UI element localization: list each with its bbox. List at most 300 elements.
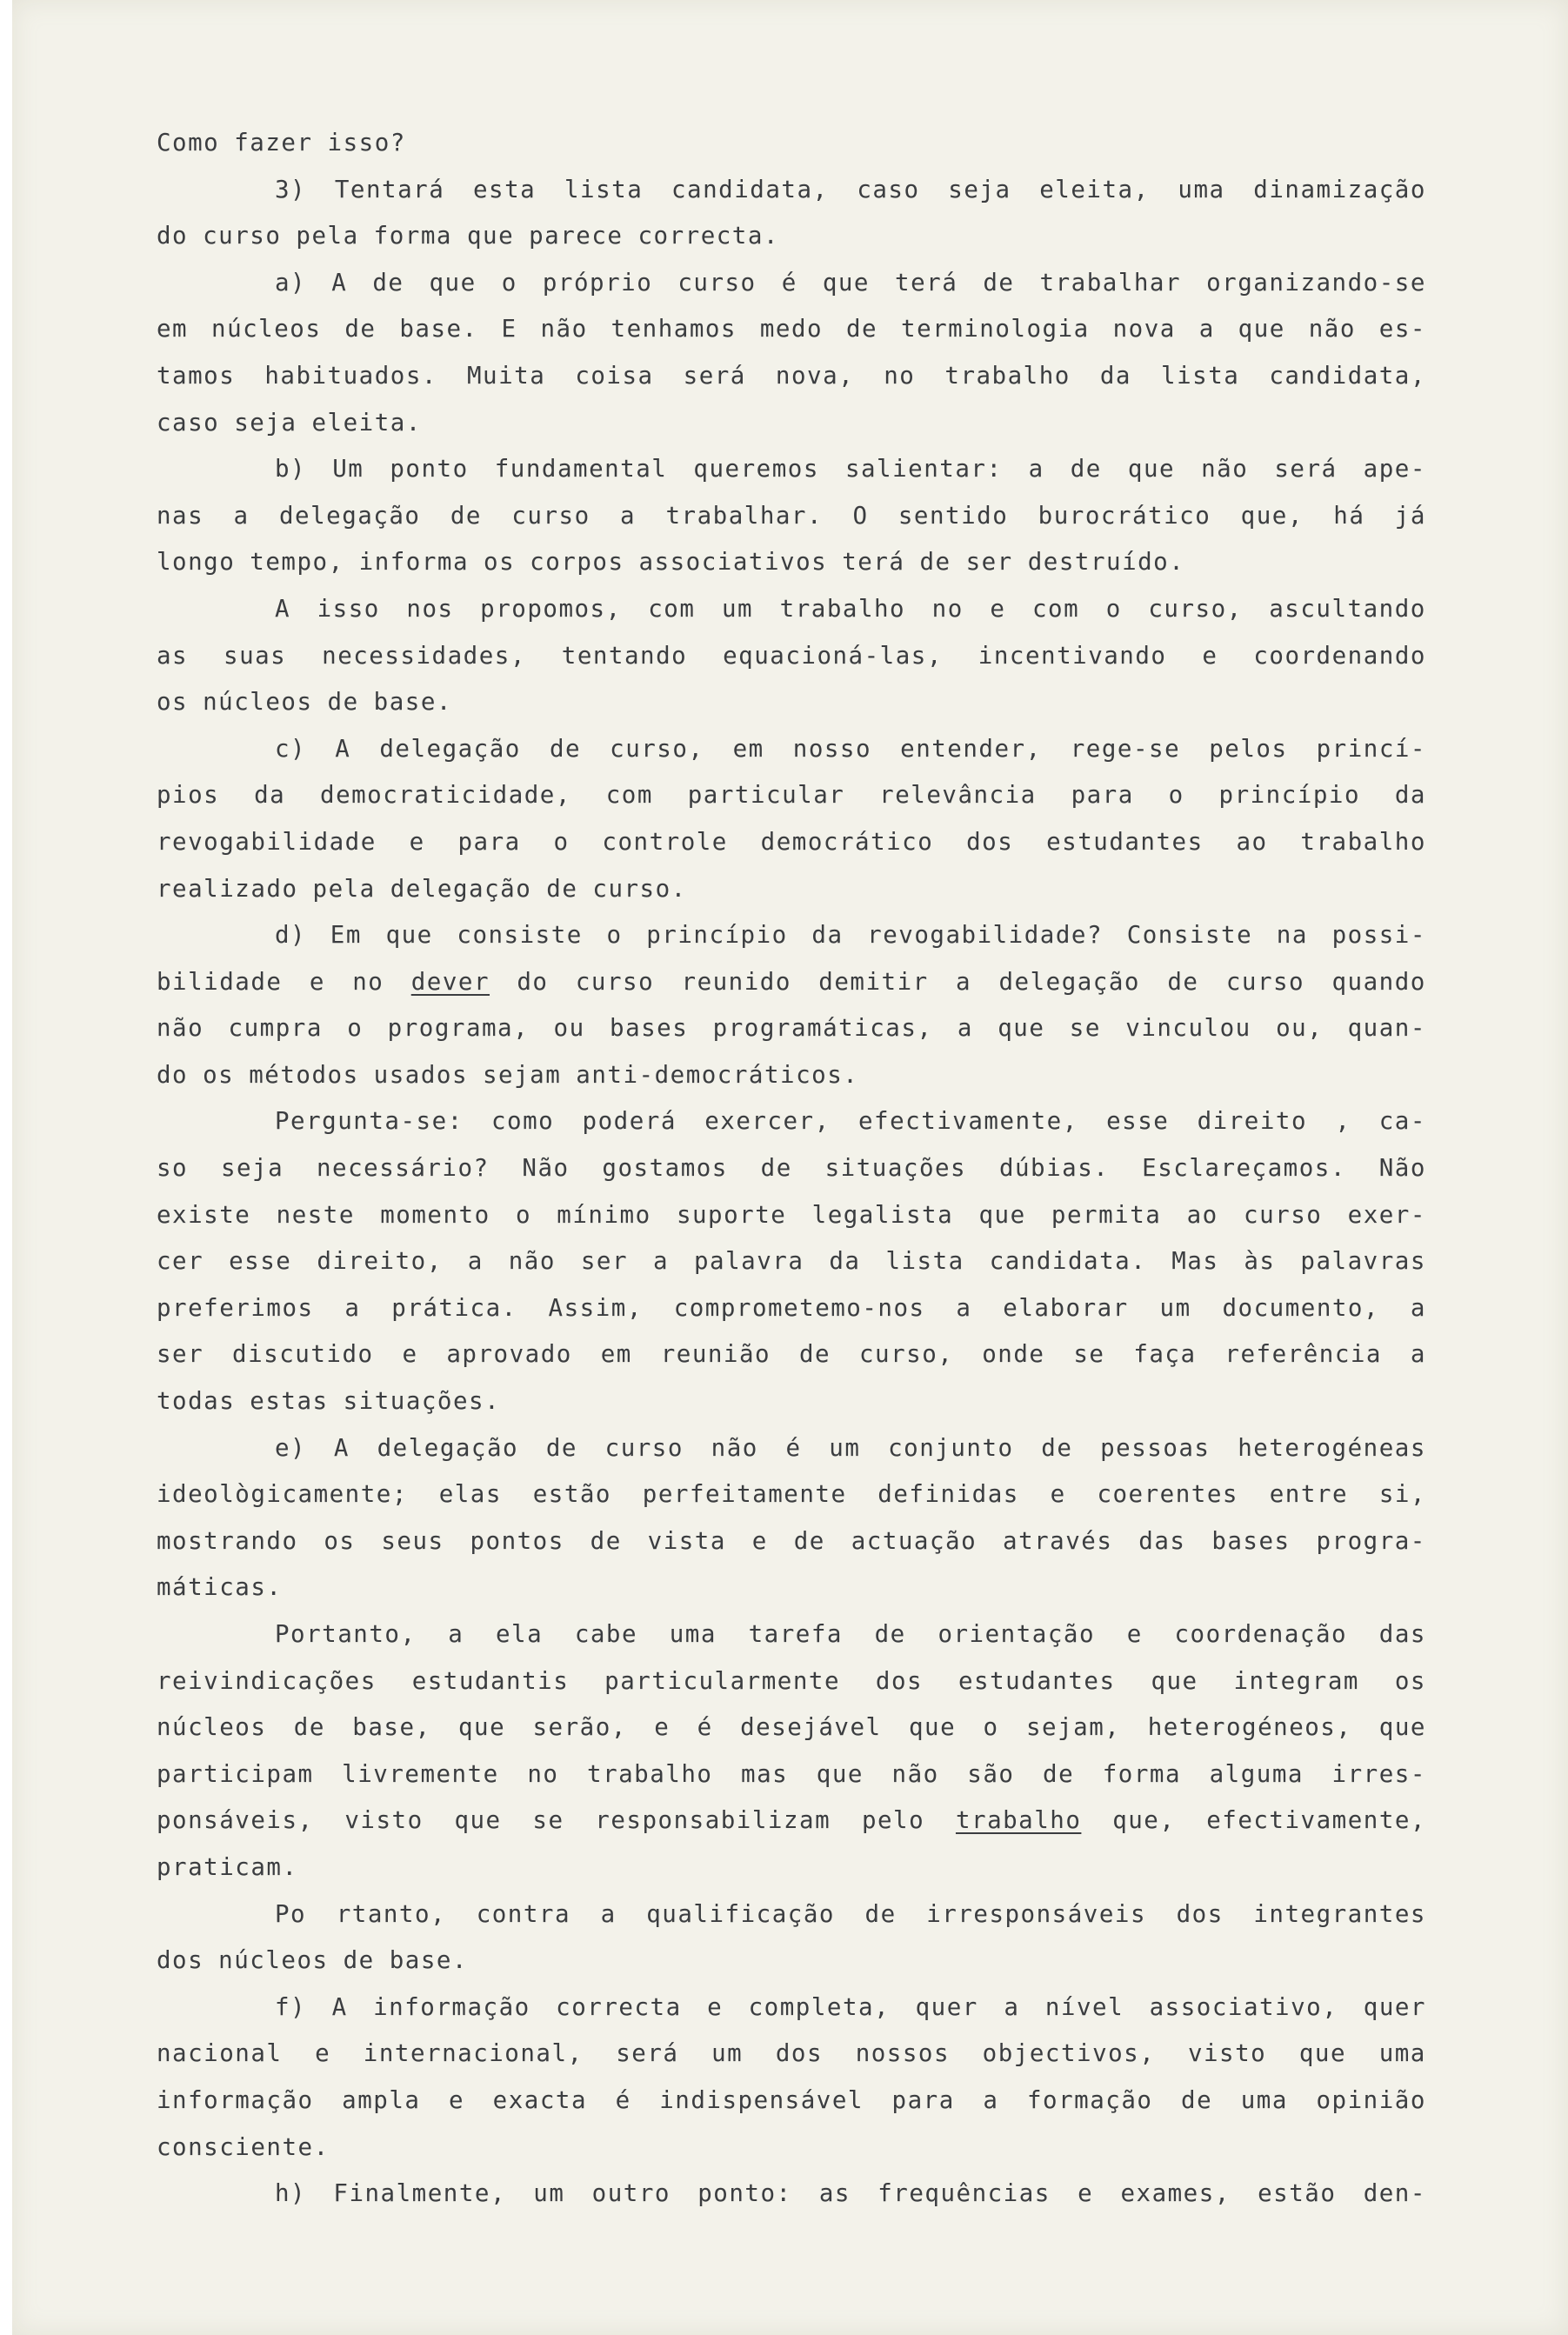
word: elas	[438, 1480, 502, 1509]
text-line	[157, 260, 1426, 307]
text-line	[157, 586, 1426, 633]
paper-sheet	[12, 0, 1568, 2335]
word: os	[157, 688, 189, 717]
word: isso	[317, 594, 380, 623]
text-line	[157, 400, 1426, 447]
word: usados	[373, 1060, 468, 1089]
word: seja	[948, 175, 1011, 203]
word: O	[852, 501, 869, 530]
word: curso	[203, 222, 282, 250]
word: destruído.	[1027, 548, 1185, 577]
word: um	[711, 2039, 744, 2068]
word: formação	[1027, 2085, 1153, 2114]
word: direito	[1197, 1107, 1308, 1136]
word: particular	[687, 781, 845, 810]
word: de	[864, 1899, 897, 1928]
word: parece	[529, 222, 624, 250]
word: curso	[511, 501, 591, 530]
word: progra-	[1316, 1526, 1426, 1555]
word: são	[967, 1759, 1015, 1788]
text-line	[157, 1891, 1426, 1938]
word: mas	[741, 1759, 789, 1788]
word: que	[822, 268, 870, 297]
word: associativos	[638, 548, 828, 577]
text-line	[157, 772, 1426, 819]
word: d)	[275, 921, 307, 950]
word: do	[517, 967, 549, 996]
word: coerentes	[1097, 1480, 1238, 1509]
word: Pergunta-se:	[275, 1107, 464, 1136]
word: exacta	[492, 2085, 588, 2114]
word: e	[1078, 2179, 1094, 2208]
word: informação	[373, 1992, 530, 2021]
word: rege-se	[1070, 734, 1181, 763]
word: caso	[857, 175, 920, 203]
word: integrantes	[1253, 1899, 1426, 1928]
word: esse	[229, 1247, 292, 1276]
word: ascultando	[1269, 594, 1426, 623]
word: irres-	[1331, 1759, 1426, 1788]
word: tempo,	[250, 548, 344, 577]
word: Finalmente,	[333, 2179, 507, 2208]
word: suas	[224, 641, 287, 670]
word: ela	[495, 1620, 544, 1648]
word: bases	[1211, 1526, 1291, 1555]
word: de	[546, 874, 578, 903]
word: os	[203, 1060, 235, 1089]
word: corpos	[530, 548, 624, 577]
word: necessário?	[316, 1154, 490, 1183]
word: cer	[157, 1247, 204, 1276]
word: queremos	[693, 455, 819, 484]
text-line	[157, 1751, 1426, 1798]
word: o	[1168, 781, 1184, 810]
text-line	[157, 2125, 1426, 2172]
word: reunião	[660, 1340, 771, 1369]
word: prática.	[391, 1293, 517, 1322]
word: Não	[1378, 1154, 1426, 1183]
word: uma	[1240, 2085, 1288, 2114]
word: a	[620, 501, 637, 530]
word: o	[347, 1014, 364, 1043]
word: pontos	[470, 1526, 564, 1555]
text-line	[157, 306, 1426, 353]
word: ponto	[390, 455, 469, 484]
word: de	[549, 734, 582, 763]
word: de	[545, 1433, 577, 1462]
word: quando	[1331, 967, 1426, 996]
word: de	[1043, 1759, 1075, 1788]
word: de	[1070, 455, 1102, 484]
word: frequências	[877, 2179, 1051, 2208]
word: nova,	[775, 361, 855, 390]
word: consiste	[457, 921, 583, 950]
word: ou,	[1276, 1014, 1324, 1043]
word: a)	[275, 268, 307, 297]
word: máticas.	[157, 1573, 283, 1602]
word: pios	[157, 781, 220, 810]
text-line	[157, 1331, 1426, 1378]
word: reunido	[681, 967, 791, 996]
word: programa,	[387, 1014, 530, 1043]
word: de	[798, 1340, 831, 1369]
word: a	[957, 1014, 973, 1043]
word: que	[908, 1713, 957, 1742]
word: palavras	[1300, 1247, 1426, 1276]
word: o	[515, 1200, 531, 1229]
word: exer-	[1347, 1200, 1426, 1229]
word: coordenando	[1253, 641, 1426, 670]
word: burocrático	[1038, 501, 1211, 530]
word: ao	[1186, 1200, 1218, 1229]
word: relevância	[879, 781, 1037, 810]
word: anti-democráticos.	[576, 1060, 859, 1089]
word: estão	[1258, 2179, 1337, 2208]
word: estudantis	[411, 1666, 570, 1695]
word: não	[540, 315, 588, 344]
word: de	[1167, 967, 1199, 996]
word: es-	[1378, 315, 1426, 344]
text-line	[157, 1098, 1426, 1145]
word: programáticas,	[712, 1014, 933, 1043]
word: que	[978, 1200, 1026, 1229]
word: seja	[234, 408, 297, 437]
word: vinculou	[1125, 1014, 1251, 1043]
word: nos	[406, 594, 454, 623]
word: visto	[1187, 2039, 1267, 2068]
word: longo	[157, 548, 236, 577]
word: efectivamente,	[1206, 1806, 1426, 1835]
word: dos	[157, 1946, 204, 1975]
word: de	[1041, 1433, 1073, 1462]
word: é	[697, 1713, 713, 1742]
text-line	[157, 633, 1426, 680]
word: curso.	[592, 874, 687, 903]
word: tamos	[157, 361, 236, 390]
word: particularmente	[604, 1666, 841, 1695]
word: base.	[389, 1946, 468, 1975]
text-line	[157, 1238, 1426, 1285]
word: sejam	[483, 1060, 562, 1089]
word: não	[157, 1014, 204, 1043]
word: uma	[669, 1620, 717, 1648]
word: curso	[1225, 967, 1305, 996]
word: não	[711, 1433, 758, 1462]
word: de	[846, 315, 878, 344]
word: e	[1202, 641, 1218, 670]
word: bases	[610, 1014, 689, 1043]
word: definidas	[877, 1480, 1019, 1509]
word: não	[891, 1759, 939, 1788]
word: e	[707, 1992, 724, 2021]
word: A	[331, 1992, 348, 2021]
word: A	[333, 1433, 350, 1462]
word: neste	[276, 1200, 355, 1229]
word: visto	[344, 1806, 424, 1835]
word: se	[532, 1806, 564, 1835]
word: das	[1378, 1620, 1426, 1648]
text-line	[157, 912, 1426, 959]
word: discutido	[232, 1340, 374, 1369]
word: será	[616, 2039, 679, 2068]
word: correcta.	[637, 222, 779, 250]
word: pelo	[861, 1806, 925, 1835]
word: efectivamente,	[857, 1107, 1078, 1136]
word: núcleos	[218, 1946, 329, 1975]
word: o	[983, 1713, 999, 1742]
word: em	[600, 1340, 632, 1369]
word: serão,	[532, 1713, 627, 1742]
word: Esclareçamos.	[1142, 1154, 1346, 1183]
word: um	[829, 1433, 861, 1462]
word: a	[467, 1247, 484, 1276]
word: livremente	[342, 1759, 499, 1788]
word: faça	[1133, 1340, 1197, 1369]
word: rtanto,	[336, 1899, 447, 1928]
word: curso,	[610, 734, 704, 763]
word: Assim,	[548, 1293, 643, 1322]
word: entre	[1269, 1480, 1349, 1509]
word: e	[309, 967, 325, 996]
word: núcleos	[211, 315, 322, 344]
word: organizando-se	[1206, 268, 1426, 297]
word: irresponsáveis	[926, 1899, 1147, 1928]
word: ou	[553, 1014, 585, 1043]
word: princípio	[1218, 781, 1361, 810]
word: Consiste	[1126, 921, 1253, 950]
word: gostamos	[602, 1154, 728, 1183]
text-line	[157, 1611, 1426, 1658]
word: dos	[1176, 1899, 1224, 1928]
text-line	[157, 679, 1426, 726]
word: pelos	[1209, 734, 1288, 763]
word: democraticidade,	[320, 781, 571, 810]
word: perfeitamente	[642, 1480, 847, 1509]
word: que	[385, 921, 433, 950]
text-line	[157, 539, 1426, 586]
word: de	[1181, 2085, 1213, 2114]
word: E	[501, 315, 517, 344]
word: tentando	[561, 641, 688, 670]
word: associativo,	[1149, 1992, 1338, 2021]
word: den-	[1363, 2179, 1426, 2208]
word: existe	[157, 1200, 251, 1229]
word: delegação	[278, 501, 421, 530]
word: que	[816, 1759, 864, 1788]
word: no	[527, 1759, 559, 1788]
word: as	[157, 641, 189, 670]
word: trabalho	[1300, 827, 1426, 856]
word: delegação	[390, 874, 532, 903]
word: será	[683, 361, 746, 390]
word: onde	[982, 1340, 1045, 1369]
word: dúbias.	[998, 1154, 1110, 1183]
word: propomos,	[480, 594, 622, 623]
word: base.	[399, 315, 478, 344]
word: os	[1394, 1666, 1426, 1695]
text-line	[157, 1471, 1426, 1518]
word: e	[1126, 1620, 1143, 1648]
word: é	[615, 2085, 631, 2114]
word: ser	[580, 1247, 629, 1276]
word: direito,	[317, 1247, 443, 1276]
word: às	[1244, 1247, 1276, 1276]
word: curso	[1244, 1200, 1323, 1229]
word: situações.	[343, 1387, 501, 1416]
word: heterogéneas	[1238, 1433, 1426, 1462]
word: terá	[842, 548, 905, 577]
word: fazer	[234, 129, 313, 157]
word: não	[1308, 315, 1356, 344]
word: mínimo	[557, 1200, 651, 1229]
word: uma	[1178, 175, 1225, 203]
word: caso	[157, 408, 220, 437]
word: já	[1394, 501, 1426, 530]
word: quer	[915, 1992, 978, 2021]
text-line	[157, 959, 1426, 1006]
word: revogabilidade	[157, 827, 377, 856]
word: bilidade	[157, 967, 283, 996]
word: estudantes	[1046, 827, 1204, 856]
text-line	[157, 726, 1426, 773]
word: do	[157, 1060, 189, 1089]
word: a	[233, 501, 250, 530]
word: Um	[332, 455, 364, 484]
word: 3)	[275, 175, 307, 203]
word: coisa	[575, 361, 654, 390]
word: que	[1238, 315, 1285, 344]
word: participam	[157, 1759, 314, 1788]
word: forma	[1102, 1759, 1182, 1788]
word: Como	[157, 129, 220, 157]
text-line	[157, 167, 1426, 214]
word: completa,	[748, 1992, 891, 2021]
word: a	[983, 2085, 999, 2114]
word: estão	[532, 1480, 611, 1509]
word: sentido	[897, 501, 1009, 530]
word: o	[501, 268, 517, 297]
word: para	[1071, 781, 1134, 810]
text-line	[157, 1985, 1426, 2031]
word: c)	[275, 734, 307, 763]
text-line	[157, 1658, 1426, 1705]
word: aprovado	[446, 1340, 572, 1369]
word: de	[344, 315, 377, 344]
word: pela	[296, 222, 359, 250]
word: curso	[677, 268, 757, 297]
word: a	[956, 1293, 972, 1322]
word: ,	[1335, 1107, 1351, 1136]
word: em	[732, 734, 764, 763]
word: base,	[352, 1713, 431, 1742]
word: nas	[157, 501, 204, 530]
word: que	[1151, 1666, 1198, 1695]
word: da	[1394, 781, 1426, 810]
word: para	[891, 2085, 955, 2114]
word: e	[1050, 1480, 1066, 1509]
word: qualificação	[646, 1899, 835, 1928]
text-line	[157, 120, 1426, 167]
word: conjunto	[888, 1433, 1014, 1462]
word: palavra	[694, 1247, 804, 1276]
text-line	[157, 1705, 1426, 1751]
text-line	[157, 1518, 1426, 1565]
word: que	[1127, 455, 1176, 484]
word: é	[781, 268, 797, 297]
word: ser	[157, 1340, 204, 1369]
word: para	[457, 827, 521, 856]
word: cabe	[574, 1620, 638, 1648]
word: que,	[1240, 501, 1304, 530]
word: no	[931, 594, 964, 623]
word: lista	[1161, 361, 1240, 390]
text-line	[157, 446, 1426, 493]
word: de	[793, 1526, 825, 1555]
word: com	[1031, 594, 1080, 623]
word: a	[1410, 1293, 1426, 1322]
word: núcleos	[203, 688, 313, 717]
word: o	[553, 827, 570, 856]
word: cumpra	[228, 1014, 323, 1043]
word: princí-	[1316, 734, 1426, 763]
word: e	[315, 2039, 331, 2068]
text-line	[157, 1145, 1426, 1192]
word: da	[254, 781, 286, 810]
word: nova	[1112, 315, 1176, 344]
word: habituados.	[264, 361, 437, 390]
word: nossos	[855, 2039, 951, 2068]
word: delegação	[998, 967, 1140, 996]
word: os	[484, 548, 516, 577]
word: tarefa	[748, 1620, 843, 1648]
text-line	[157, 2078, 1426, 2125]
word: na	[1276, 921, 1308, 950]
word: da	[811, 921, 844, 950]
word: praticam.	[157, 1852, 298, 1881]
word: Portanto,	[275, 1620, 417, 1648]
word: informação	[157, 2085, 314, 2114]
word: trabalhar	[1039, 268, 1182, 297]
word: integram	[1233, 1666, 1359, 1695]
word: se	[1073, 1340, 1105, 1369]
word: lista	[564, 175, 644, 203]
word: tenhamos	[611, 315, 737, 344]
word: que	[429, 268, 477, 297]
word: quer	[1363, 1992, 1426, 2021]
word: com	[648, 594, 696, 623]
word: o	[606, 921, 623, 950]
word: através	[1003, 1526, 1113, 1555]
word: núcleos	[157, 1713, 267, 1742]
word: si,	[1378, 1480, 1426, 1509]
word: candidata,	[671, 175, 829, 203]
word: mostrando	[157, 1526, 298, 1555]
word: que	[457, 1713, 506, 1742]
word: métodos	[249, 1060, 359, 1089]
word: terá	[895, 268, 958, 297]
word: próprio	[542, 268, 653, 297]
word: que	[998, 1014, 1045, 1043]
word: e	[409, 827, 425, 856]
word: A	[335, 734, 351, 763]
word: Em	[330, 921, 362, 950]
word: ponsáveis,	[157, 1806, 314, 1835]
word: pela	[312, 874, 376, 903]
text-line	[157, 1564, 1426, 1611]
word: não	[508, 1247, 556, 1276]
word: há	[1333, 501, 1365, 530]
word: de	[590, 1526, 622, 1555]
